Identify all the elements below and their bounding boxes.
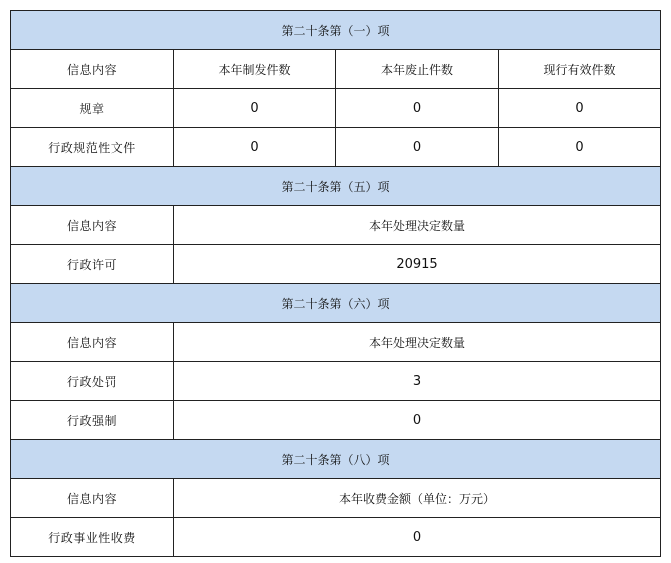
header-info-content: 信息内容 bbox=[11, 206, 174, 245]
header-decision-count: 本年处理决定数量 bbox=[174, 206, 661, 245]
header-repealed-count: 本年废止件数 bbox=[336, 50, 499, 89]
row-label: 行政规范性文件 bbox=[11, 128, 174, 167]
row-label: 行政处罚 bbox=[11, 362, 174, 401]
table-row bbox=[11, 362, 661, 401]
row-label: 规章 bbox=[11, 89, 174, 128]
cell-value: 0 bbox=[174, 518, 661, 557]
disclosure-table bbox=[10, 10, 661, 557]
header-decision-count: 本年处理决定数量 bbox=[174, 323, 661, 362]
section-title: 第二十条第（五）项 bbox=[11, 167, 661, 206]
section-title: 第二十条第（六）项 bbox=[11, 284, 661, 323]
section-title: 第二十条第（一）项 bbox=[11, 11, 661, 50]
cell-value: 0 bbox=[174, 401, 661, 440]
header-fee-amount: 本年收费金额（单位：万元） bbox=[174, 479, 661, 518]
table-row bbox=[11, 401, 661, 440]
header-info-content: 信息内容 bbox=[11, 479, 174, 518]
header-info-content: 信息内容 bbox=[11, 323, 174, 362]
cell-value: 0 bbox=[499, 89, 661, 128]
column-header-row bbox=[11, 50, 661, 89]
header-issued-count: 本年制发件数 bbox=[174, 50, 336, 89]
section-header-8 bbox=[11, 440, 661, 479]
cell-value: 0 bbox=[336, 89, 499, 128]
cell-value: 3 bbox=[174, 362, 661, 401]
row-label: 行政强制 bbox=[11, 401, 174, 440]
column-header-row bbox=[11, 206, 661, 245]
section-header-1 bbox=[11, 11, 661, 50]
cell-value: 0 bbox=[336, 128, 499, 167]
header-info-content: 信息内容 bbox=[11, 50, 174, 89]
table-row bbox=[11, 89, 661, 128]
table-row bbox=[11, 245, 661, 284]
section-header-6 bbox=[11, 284, 661, 323]
cell-value: 20915 bbox=[174, 245, 661, 284]
row-label: 行政事业性收费 bbox=[11, 518, 174, 557]
cell-value: 0 bbox=[174, 128, 336, 167]
cell-value: 0 bbox=[499, 128, 661, 167]
cell-value: 0 bbox=[174, 89, 336, 128]
table-row bbox=[11, 128, 661, 167]
section-header-5 bbox=[11, 167, 661, 206]
row-label: 行政许可 bbox=[11, 245, 174, 284]
column-header-row bbox=[11, 479, 661, 518]
header-valid-count: 现行有效件数 bbox=[499, 50, 661, 89]
column-header-row bbox=[11, 323, 661, 362]
section-title: 第二十条第（八）项 bbox=[11, 440, 661, 479]
table-row bbox=[11, 518, 661, 557]
